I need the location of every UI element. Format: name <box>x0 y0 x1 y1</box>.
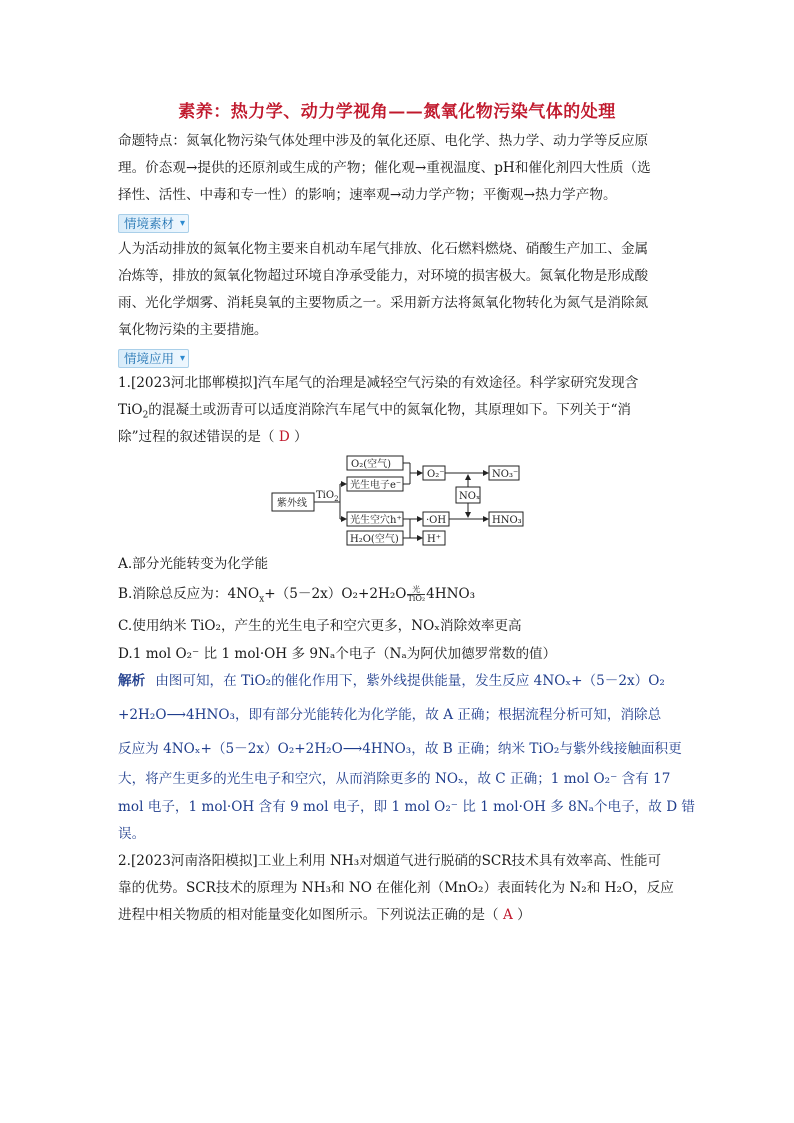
no3-minus-label: NO₃⁻ <box>492 469 519 480</box>
section-badge-application <box>118 349 189 368</box>
q1-stem-line-2 <box>118 401 631 425</box>
analysis-line-3: 反应为 4NOₓ+（5－2x）O₂+2H₂O⟶4HNO₃，故 B 正确；纳米 TiO₂与紫外线接触面积更 <box>118 741 682 757</box>
analysis-label: 解析 <box>118 673 146 689</box>
subscript: x <box>259 594 265 605</box>
subscript: 2 <box>142 410 149 421</box>
h2o-air-label: H₂O(空气) <box>350 534 399 545</box>
analysis-line-6: 误。 <box>118 826 146 842</box>
section-badge-label: 情境应用 <box>124 351 175 366</box>
nox-label: NOₓ <box>459 491 481 502</box>
condition-bottom: TiO₂ <box>407 594 426 603</box>
material-line-2: 冶炼等，排放的氮氧化物超过环境自净承受能力，对环境的损害极大。氮氧化物是形成酸 <box>118 268 649 284</box>
q2-answer: A <box>502 907 513 923</box>
material-line-1: 人为活动排放的氮氧化物主要来自机动车尾气排放、化石燃料燃烧、硝酸生产加工、金属 <box>118 241 649 257</box>
flow-svg <box>270 451 530 551</box>
option-text: +（5－2x）O₂+2H₂O <box>264 586 407 602</box>
analysis-line-2: +2H₂O⟶4HNO₃，即有部分光能转化为化学能，故 A 正确；根据流程分析可知，消除总 <box>118 707 662 723</box>
intro-line-1: 命题特点：氮氧化物污染气体处理中涉及的氧化还原、电化学、热力学、动力学等反应原 <box>118 133 649 149</box>
material-line-4: 氧化物污染的主要措施。 <box>118 322 268 338</box>
analysis-text: 由图可知，在 TiO₂的催化作用下，紫外线提供能量，发生反应 4NOₓ+（5－2x）O₂ <box>155 673 665 689</box>
q1-option-a: A.部分光能转变为化学能 <box>118 556 269 572</box>
section-badge-material <box>118 214 189 233</box>
page-title: 素养：热力学、动力学视角——氮氧化物污染气体的处理 <box>178 102 616 122</box>
oh-radical-label: ·OH <box>426 515 447 526</box>
tio2-text: TiO <box>118 402 143 418</box>
h-plus-label: H⁺ <box>427 534 441 545</box>
q1-answer: D <box>278 429 290 445</box>
intro-line-3: 择性、活性、中毒和专一性）的影响；速率观→动力学产物；平衡观→热力学产物。 <box>118 187 617 203</box>
q1-option-d: D.1 mol O₂⁻ 比 1 mol·OH 多 9Nₐ个电子（Nₐ为阿伏加德罗常数的值） <box>118 646 557 662</box>
section-badge-label: 情境素材 <box>124 216 175 231</box>
reaction-condition <box>407 586 425 603</box>
q2-stem-line-2: 靠的优势。SCR技术的原理为 NH₃和 NO 在催化剂（MnO₂）表面转化为 N₂和 H₂O，反应 <box>118 880 674 896</box>
chevron-down-icon: ▾ <box>179 353 186 364</box>
q2-stem-line-3 <box>118 906 531 924</box>
q1-stem-text: 的混凝土或沥青可以适度消除汽车尾气中的氮氧化物，其原理如下。下列关于“消 <box>148 402 632 418</box>
option-text: B.消除总反应为：4NO <box>118 586 260 602</box>
q2-stem-text: 进程中相关物质的相对能量变化如图所示。下列说法正确的是（ <box>118 907 499 923</box>
option-text: 4HNO₃ <box>426 586 476 602</box>
chevron-down-icon: ▾ <box>179 218 186 229</box>
o2-air-label: O₂(空气) <box>351 459 392 470</box>
photo-electron-label: 光生电子e⁻ <box>350 480 402 491</box>
reaction-flow-diagram <box>270 451 530 551</box>
analysis-line-5: mol 电子，1 mol·OH 含有 9 mol 电子，即 1 mol O₂⁻ 比 1 mol·OH 多 8Nₐ个电子，故 D 错 <box>118 799 696 815</box>
analysis-line-1 <box>118 672 665 690</box>
uv-label: 紫外线 <box>277 498 307 509</box>
q1-stem-line-3 <box>118 428 308 446</box>
analysis-line-4: 大，将产生更多的光生电子和空穴，从而消除更多的 NOₓ，故 C 正确；1 mol O₂⁻ 含有 17 <box>118 771 671 787</box>
q1-option-b <box>118 585 475 609</box>
q2-stem-line-1: 2.[2023河南洛阳模拟]工业上利用 NH₃对烟道气进行脱硝的SCR技术具有效率高、性能可 <box>118 853 662 869</box>
q1-stem-text: ） <box>294 429 308 445</box>
q1-option-c: C.使用纳米 TiO₂，产生的光生电子和空穴更多，NOₓ消除效率更高 <box>118 618 522 634</box>
q1-stem-line-1: 1.[2023河北邯郸模拟]汽车尾气的治理是减轻空气污染的有效途径。科学家研究发现含 <box>118 375 639 391</box>
q2-stem-text: ） <box>517 907 531 923</box>
tio2-label: TiO$_2$ <box>316 490 339 503</box>
q1-stem-text: 除”过程的叙述错误的是（ <box>118 429 275 445</box>
hno3-label: HNO₃ <box>492 515 522 526</box>
intro-line-2: 理。价态观→提供的还原剂或生成的产物；催化观→重视温度、pH和催化剂四大性质（选 <box>118 160 651 176</box>
condition-top: 光 <box>407 586 425 595</box>
material-line-3: 雨、光化学烟雾、消耗臭氧的主要物质之一。采用新方法将氮氧化物转化为氮气是消除氮 <box>118 295 649 311</box>
o2-minus-label: O₂⁻ <box>427 469 445 480</box>
photo-hole-label: 光生空穴h⁺ <box>350 515 402 526</box>
